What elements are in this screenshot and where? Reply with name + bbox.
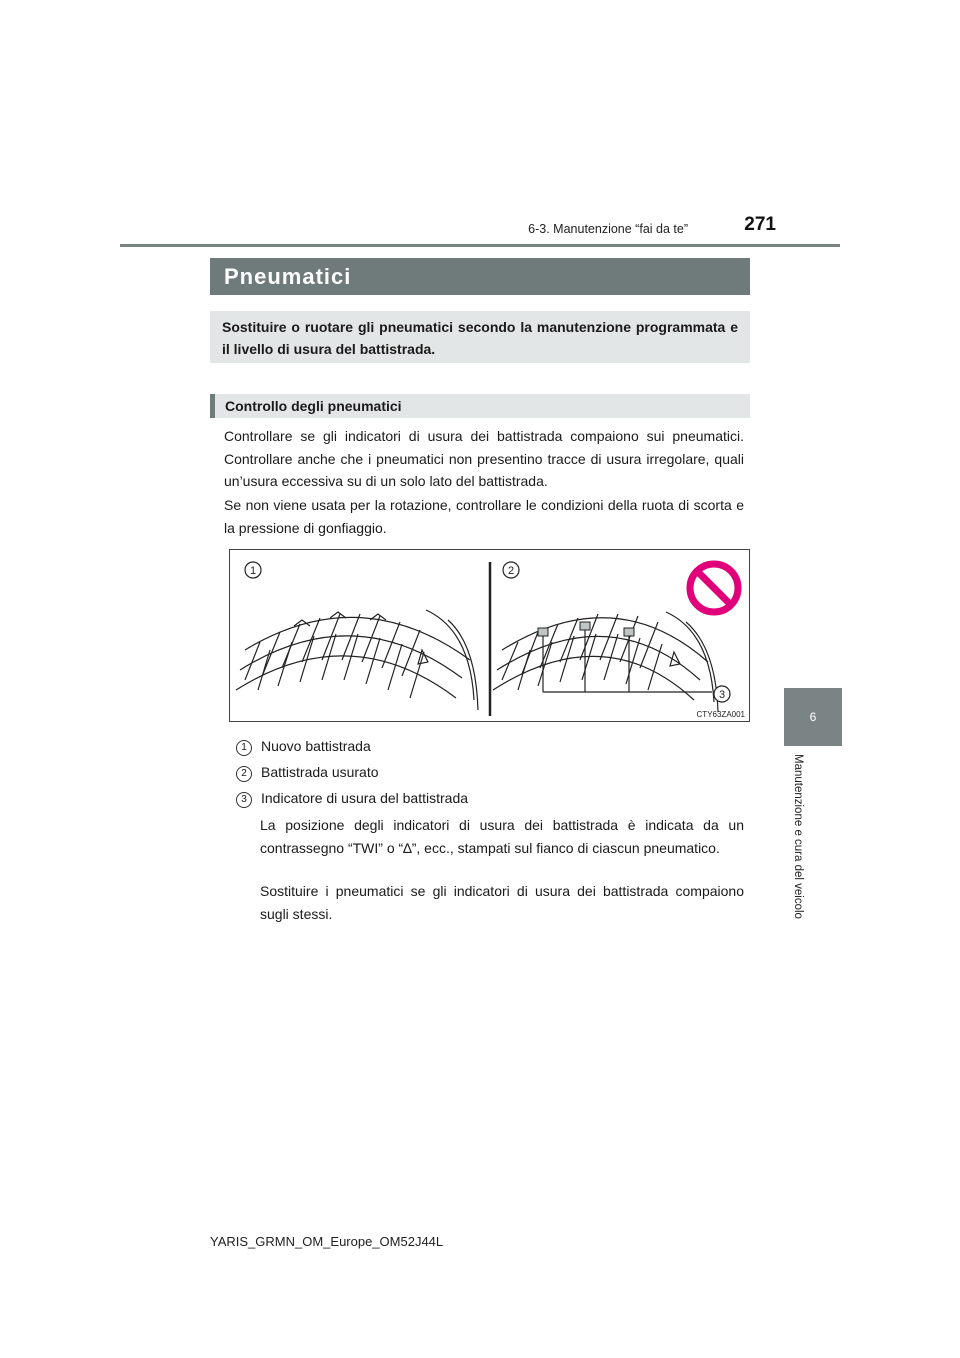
page-number: 271 (744, 214, 776, 235)
list-item (236, 787, 756, 810)
item-number: 3 (236, 792, 252, 808)
detail-paragraph-1: La posizione degli indicatori di usura dei battistrada è indicata da un contrassegno “TWI” o “∆”, ecc., stampati sul fianco di ciascun pneumatico. (260, 817, 744, 856)
callout-2 (503, 562, 519, 578)
chapter-title-vertical (792, 754, 808, 944)
item-number: 1 (236, 740, 252, 756)
prohibition-icon (690, 564, 738, 612)
figure-code: CTY63ZA001 (696, 710, 745, 719)
paragraph-1: Controllare se gli indicatori di usura dei battistrada compaiono sui pneumatici. Controllare anche che i pneumatici non presentino tracce di usura irregolare, quali un’usura eccessiva su di un solo lato del battistrada. (224, 428, 744, 489)
detail-paragraph-2: Sostituire i pneumatici se gli indicatori di usura dei battistrada compaiono sugli stessi. (260, 883, 744, 922)
chapter-title: Manutenzione e cura del veicolo (792, 754, 804, 919)
list-item (236, 761, 756, 784)
wear-indicator-markers (538, 622, 634, 636)
section-label: 6-3. Manutenzione “fai da te” (528, 222, 688, 236)
item-text: Nuovo battistrada (261, 738, 371, 754)
item-text: Battistrada usurato (261, 764, 379, 780)
intro-box: Sostituire o ruotare gli pneumatici secondo la manutenzione programmata e il livello di usura del battistrada. (210, 311, 750, 363)
worn-tire-drawing (493, 612, 718, 712)
callout-1 (245, 562, 261, 578)
item-number: 2 (236, 766, 252, 782)
list-item (236, 735, 756, 758)
new-tire-drawing (236, 610, 478, 710)
item-text: Indicatore di usura del battistrada (261, 790, 469, 806)
callout-2-label: 2 (507, 565, 515, 577)
document-footer: YARIS_GRMN_OM_Europe_OM52J44L (210, 1234, 444, 1249)
chapter-tab: 6 (784, 688, 842, 746)
header-rule (120, 244, 840, 247)
subsection-title: Controllo degli pneumatici (210, 394, 750, 418)
callout-3-label: 3 (718, 689, 726, 701)
page-title: Pneumatici (210, 258, 750, 295)
callout-3 (714, 686, 730, 702)
tire-illustration (229, 549, 750, 722)
paragraph-2: Se non viene usata per la rotazione, controllare le condizioni della ruota di scorta e la pressione di gonfiaggio. (224, 497, 744, 536)
callout-1-label: 1 (249, 565, 257, 577)
